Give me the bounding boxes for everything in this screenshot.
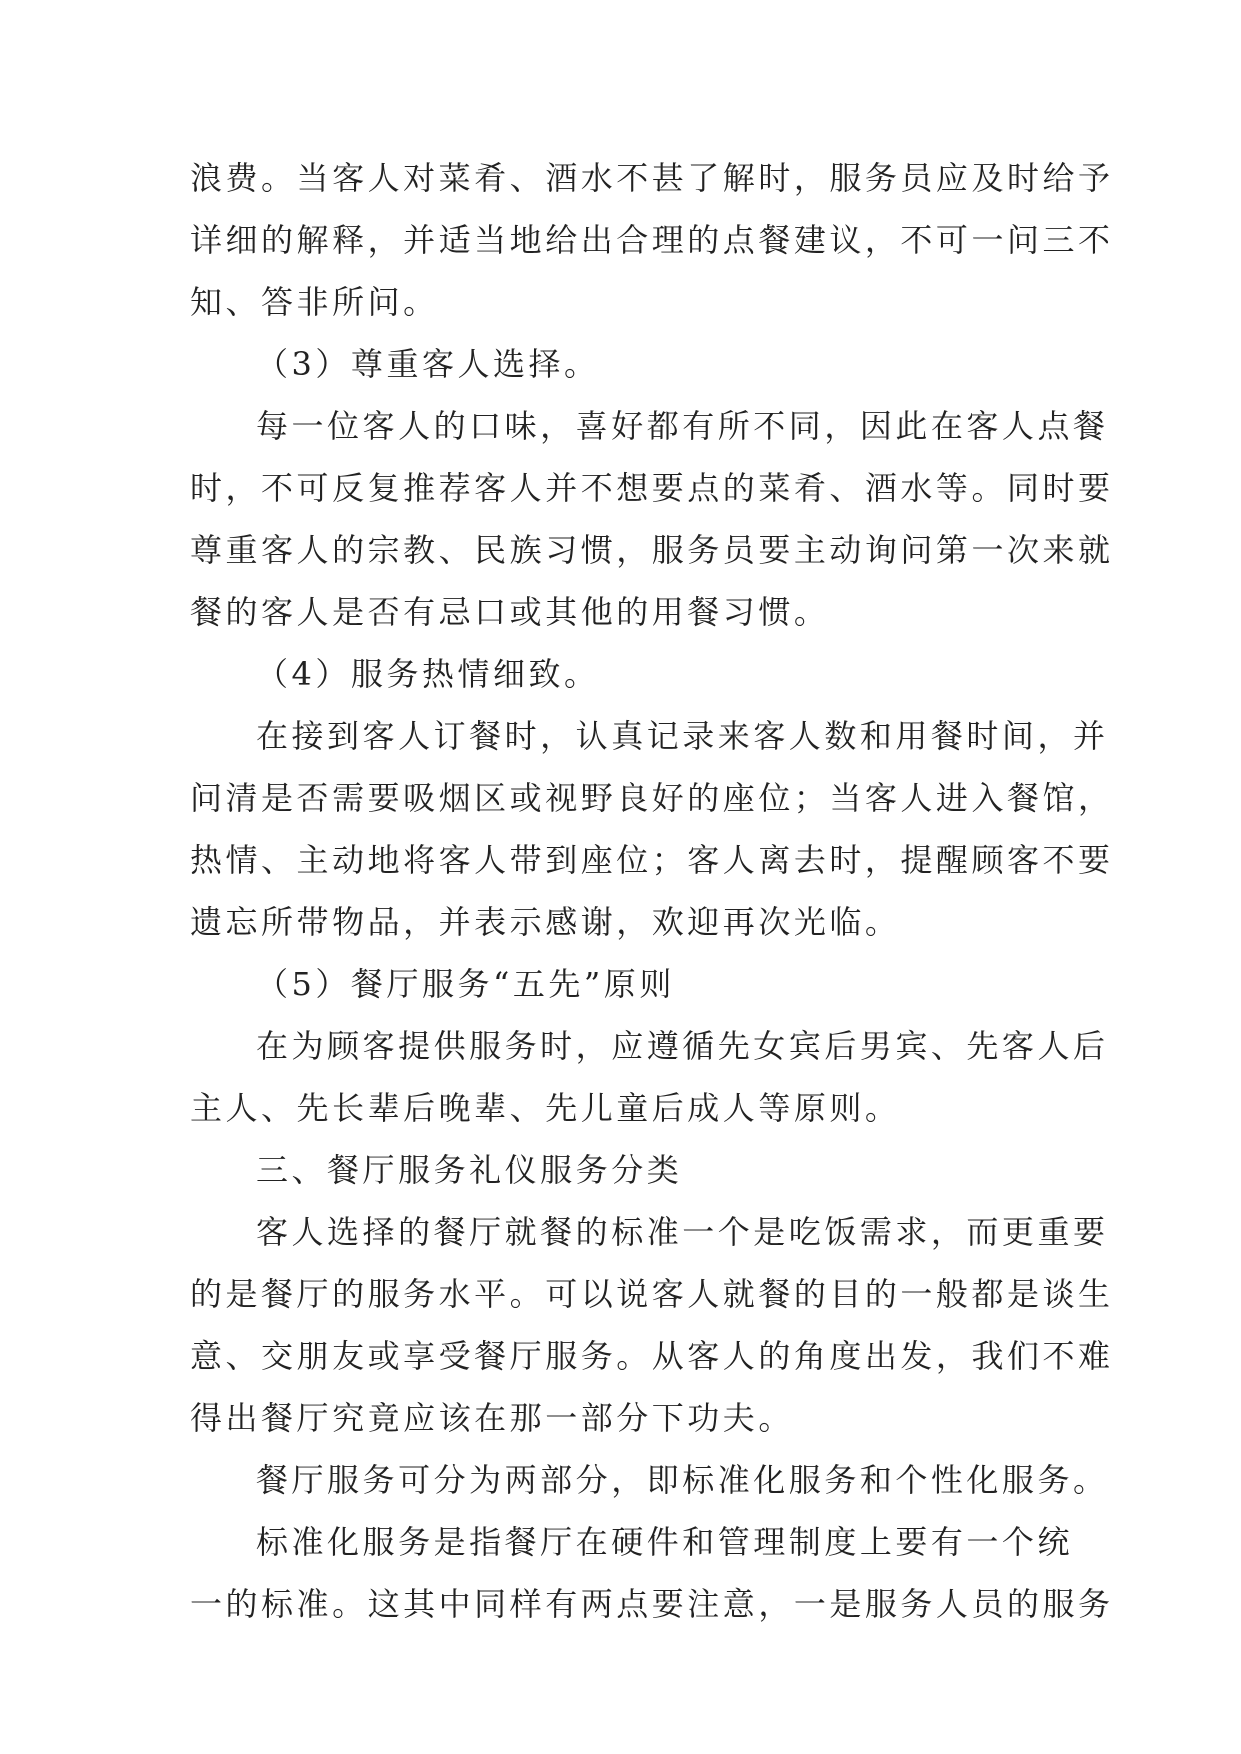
text-line: 在接到客人订餐时，认真记录来客人数和用餐时间，并 (256, 717, 1109, 755)
text-line: 热情、主动地将客人带到座位；客人离去时，提醒顾客不要 (190, 841, 1114, 879)
text-line: 餐的客人是否有忌口或其他的用餐习惯。 (190, 593, 830, 631)
text-line: 意、交朋友或享受餐厅服务。从客人的角度出发，我们不难 (190, 1337, 1114, 1375)
text-line: 时，不可反复推荐客人并不想要点的菜肴、酒水等。同时要 (190, 469, 1114, 507)
text-line: 浪费。当客人对菜肴、酒水不甚了解时，服务员应及时给予 (190, 159, 1114, 197)
text-line: 详细的解释，并适当地给出合理的点餐建议，不可一问三不 (190, 221, 1114, 259)
text-line: 知、答非所问。 (190, 283, 439, 321)
text-line: 尊重客人的宗教、民族习惯，服务员要主动询问第一次来就 (190, 531, 1114, 569)
text-line: 主人、先长辈后晚辈、先儿童后成人等原则。 (190, 1089, 901, 1127)
section-heading: （3）尊重客人选择。 (256, 345, 600, 383)
text-line: 的是餐厅的服务水平。可以说客人就餐的目的一般都是谈生 (190, 1275, 1114, 1313)
section-heading: 三、餐厅服务礼仪服务分类 (256, 1151, 683, 1189)
text-line: 标准化服务是指餐厅在硬件和管理制度上要有一个统 (256, 1523, 1073, 1561)
section-heading: （4）服务热情细致。 (256, 655, 600, 693)
text-line: 客人选择的餐厅就餐的标准一个是吃饭需求，而更重要 (256, 1213, 1109, 1251)
text-line: 每一位客人的口味，喜好都有所不同，因此在客人点餐 (256, 407, 1109, 445)
text-line: 得出餐厅究竟应该在那一部分下功夫。 (190, 1399, 794, 1437)
text-line: 餐厅服务可分为两部分，即标准化服务和个性化服务。 (256, 1461, 1109, 1499)
section-heading: （5）餐厅服务“五先”原则 (256, 965, 675, 1003)
text-line: 遗忘所带物品，并表示感谢，欢迎再次光临。 (190, 903, 901, 941)
text-line: 问清是否需要吸烟区或视野良好的座位；当客人进入餐馆， (190, 779, 1114, 817)
text-line: 一的标准。这其中同样有两点要注意，一是服务人员的服务 (190, 1585, 1114, 1623)
text-line: 在为顾客提供服务时，应遵循先女宾后男宾、先客人后 (256, 1027, 1109, 1065)
